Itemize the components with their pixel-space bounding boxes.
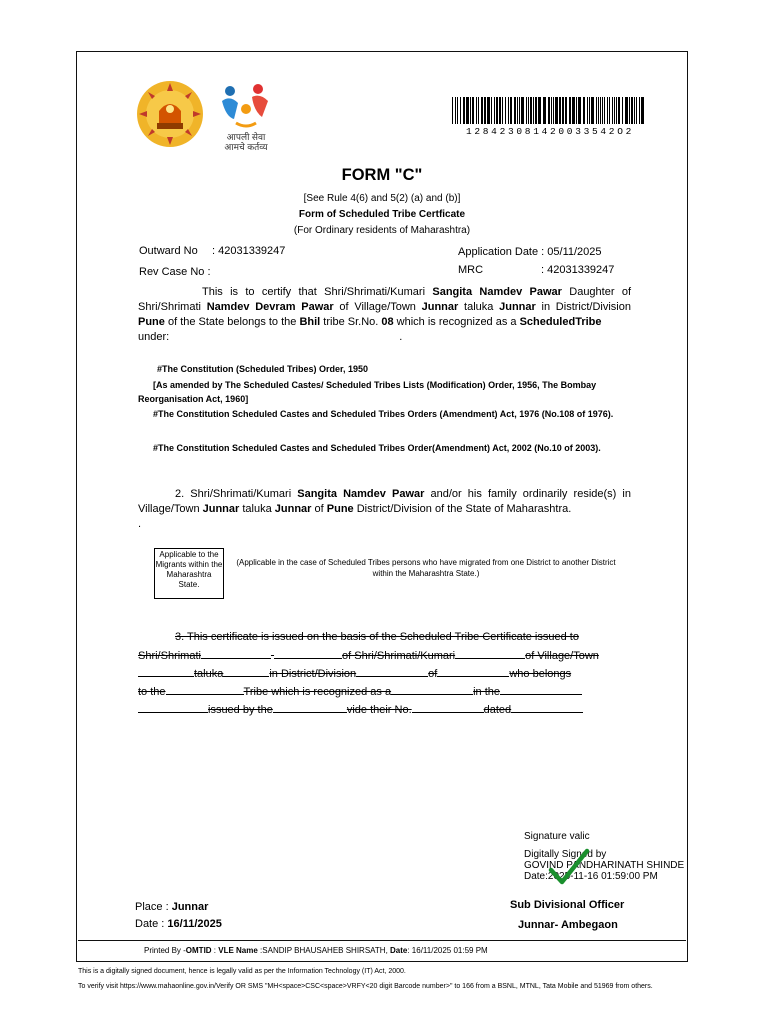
printed-by-divider	[78, 940, 686, 941]
tribe-name: Bhil	[299, 316, 321, 328]
barcode-bar	[634, 97, 635, 124]
barcode-bar	[460, 97, 461, 124]
p2-text: of	[311, 503, 327, 515]
barcode-bar	[457, 97, 458, 124]
barcode-bar	[559, 97, 561, 124]
barcode-bar	[600, 97, 601, 124]
logo-tagline-line1: आपली सेवा	[226, 132, 266, 142]
maharashtra-emblem-icon	[135, 79, 205, 149]
order-item: [As amended by The Scheduled Castes/ Scheduled Tribes Lists (Modification) Order, 1956, The Bombay Reorganisation Act, 1960]	[138, 380, 597, 404]
application-date-value: : 05/11/2025	[541, 246, 602, 258]
p3-text: Shri/Shrimati	[138, 650, 201, 662]
signer-name: GOVIND PANDHARINATH SHINDE	[524, 860, 685, 871]
barcode-bar	[616, 97, 617, 124]
barcode-bar	[612, 97, 613, 124]
tribe-serial-number: 08	[381, 316, 394, 328]
barcode-number: 128423081420033542O2	[465, 126, 635, 137]
order-item: #The Constitution Scheduled Castes and Scheduled Tribes Orders (Amendment) Act, 1976 (No.108 of 1976).	[153, 409, 614, 419]
form-heading: Form of Scheduled Tribe Certficate	[298, 209, 466, 220]
barcode-bar	[587, 97, 588, 124]
barcode-bar	[491, 97, 492, 124]
signature-valid-text: Signature valic	[524, 831, 590, 842]
barcode-bar	[494, 97, 495, 124]
vle-label: VLE Name	[218, 946, 258, 955]
p1-text: under:	[138, 331, 170, 343]
rule-reference: [See Rule 4(6) and 5(2) (a) and (b)]	[303, 193, 461, 204]
printed-by-line	[144, 946, 488, 955]
barcode-bar	[538, 97, 541, 124]
taluka-name: Junnar	[274, 503, 312, 515]
barcode-bar	[476, 97, 477, 124]
verification-instructions: To verify visit https://www.mahaonline.gov.in/Verify OR SMS "MH<space>CSC<space>VRFY<20 digit Barcode number>" to 166 from a BSNL, MTNL, Tata Mobile and 51969 from others.	[78, 983, 653, 990]
barcode-bar	[510, 97, 512, 124]
p2-text: and/or his family ordinarily reside(s) in Village/Town	[138, 488, 631, 515]
barcode-bar	[562, 97, 564, 124]
basis-paragraph-line4	[138, 684, 631, 700]
barcode-bar	[533, 97, 534, 124]
barcode-bar	[576, 97, 577, 124]
barcode-bar	[481, 97, 483, 124]
barcode-bar	[455, 97, 456, 124]
father-name: Namdev Devram Pawar	[206, 301, 334, 313]
barcode-bar	[602, 97, 603, 124]
mrc-label: MRC	[458, 264, 484, 276]
aapli-seva-logo-icon	[216, 79, 276, 135]
p3-text: issued by the	[208, 704, 273, 716]
rev-case-label: Rev Case No :	[139, 266, 211, 278]
barcode-bar	[543, 97, 546, 124]
barcode-bar	[472, 97, 474, 124]
barcode-bar	[591, 97, 594, 124]
barcode-bar	[614, 97, 615, 124]
barcode-bar	[478, 97, 479, 124]
p1-text: in District/Division	[535, 301, 631, 313]
p3-text: of Village/Town	[525, 650, 599, 662]
barcode-bar	[517, 97, 518, 124]
barcode-bar	[639, 97, 640, 124]
barcode-bar	[598, 97, 599, 124]
barcode-bar	[463, 97, 465, 124]
date-row	[135, 918, 222, 930]
barcode-bar	[487, 97, 490, 124]
barcode-bar	[466, 97, 469, 124]
barcode-bar	[596, 97, 597, 124]
barcode-bar	[514, 97, 516, 124]
basis-paragraph-line3	[138, 666, 631, 682]
p1-text: taluka	[458, 301, 500, 313]
barcode-bar	[521, 97, 524, 124]
p1-text: which is recognized as a	[393, 316, 520, 328]
check-mark-icon	[548, 848, 590, 886]
officer-title: Sub Divisional Officer	[510, 899, 625, 911]
p1-text: Daughter of Shri/Shrimati	[138, 286, 631, 313]
barcode-bar	[618, 97, 620, 124]
p3-text: Tribe which is recognized as a	[243, 686, 392, 698]
barcode-bar	[535, 97, 537, 124]
application-date-label: Application Date	[458, 246, 539, 258]
place-row	[135, 901, 208, 913]
barcode-bar	[496, 97, 498, 124]
p3-text: in the	[473, 686, 501, 698]
printed-prefix: Printed By -	[144, 946, 186, 955]
p2-text: District/Division of the State of Maharashtra.	[353, 503, 572, 515]
officer-office: Junnar- Ambegaon	[518, 919, 618, 931]
p1-text: This is to certify that Shri/Shrimati/Kumari	[202, 286, 433, 298]
barcode-bar	[583, 97, 585, 124]
p1-text: of Village/Town	[333, 301, 422, 313]
barcode-bar	[629, 97, 630, 124]
barcode-bar	[636, 97, 637, 124]
p1-text: of the State belongs to the	[164, 316, 300, 328]
p3-text: in District/Division	[269, 668, 357, 680]
village-name: Junnar	[202, 503, 240, 515]
barcode-bar	[631, 97, 633, 124]
village-name: Junnar	[421, 301, 459, 313]
basis-paragraph-line5	[138, 702, 631, 718]
legal-validity-note: This is a digitally signed document, hence is legally valid as per the Information Technology (IT) Act, 2000.	[78, 968, 406, 975]
barcode-bar	[505, 97, 506, 124]
barcode-bar	[519, 97, 520, 124]
barcode-bar	[452, 97, 453, 124]
barcode-icon	[452, 97, 648, 124]
mrc-value: : 42031339247	[541, 264, 615, 276]
barcode-bar	[625, 97, 628, 124]
barcode-bar	[578, 97, 581, 124]
barcode-bar	[553, 97, 554, 124]
barcode-bar	[589, 97, 590, 124]
p3-text: dated	[483, 704, 512, 716]
barcode-bar	[569, 97, 571, 124]
order-item: #The Constitution (Scheduled Tribes) Order, 1950	[157, 364, 369, 374]
basis-paragraph-line1: 3. This certificate is issued on the basis of the Scheduled Tribe Certificate issued to	[175, 631, 579, 643]
district-name: Pune	[138, 316, 165, 328]
p2-text: .	[138, 518, 142, 530]
barcode-bar	[641, 97, 644, 124]
barcode-bar	[526, 97, 527, 124]
p3-text: of Shri/Shrimati/Kumari	[342, 650, 456, 662]
p3-text: who belongs	[509, 668, 572, 680]
place-value: Junnar	[171, 901, 209, 913]
applicant-name: Sangita Namdev Pawar	[432, 286, 562, 298]
barcode-bar	[470, 97, 471, 124]
barcode-bar	[604, 97, 605, 124]
p1-text: .	[399, 331, 403, 343]
place-label: Place :	[135, 901, 169, 913]
barcode-bar	[484, 97, 486, 124]
barcode-bar	[607, 97, 608, 124]
certify-paragraph	[138, 285, 631, 345]
residence-paragraph	[138, 487, 631, 532]
barcode-bar	[499, 97, 501, 124]
barcode-bar	[528, 97, 529, 124]
p2-text: taluka	[239, 503, 275, 515]
barcode-bar	[530, 97, 532, 124]
printed-date-label: Date	[390, 946, 408, 955]
barcode-bar	[555, 97, 558, 124]
signature-date: Date:2025-11-16 01:59:00 PM	[524, 871, 658, 882]
p2-text: 2. Shri/Shrimati/Kumari	[175, 488, 298, 500]
form-title: FORM "C"	[341, 166, 423, 184]
outward-value: : 42031339247	[212, 245, 286, 257]
barcode-bar	[551, 97, 552, 124]
migrants-note: (Applicable in the case of Scheduled Tribes persons who have migrated from one District to another District within the Maharashtra State.)	[236, 558, 616, 578]
barcode-bar	[622, 97, 623, 124]
p3-text: of	[428, 668, 438, 680]
barcode-bar	[508, 97, 509, 124]
basis-paragraph-line2	[138, 648, 631, 664]
printed-date-value: : 16/11/2025 01:59 PM	[407, 946, 488, 955]
logo-tagline	[216, 132, 276, 152]
barcode-bar	[548, 97, 550, 124]
taluka-name: Junnar	[499, 301, 536, 313]
signed-by-label: Digitally Signed by	[524, 849, 607, 860]
p3-text: taluka	[194, 668, 224, 680]
vle-value: :SANDIP BHAUSAHEB SHIRSATH,	[257, 946, 391, 955]
applicant-name: Sangita Namdev Pawar	[297, 488, 425, 500]
p3-text: to the	[138, 686, 166, 698]
barcode-bar	[572, 97, 575, 124]
printed-sep: :	[211, 946, 219, 955]
district-name: Pune	[326, 503, 354, 515]
date-value: 16/11/2025	[167, 918, 222, 930]
form-subheading: (For Ordinary residents of Maharashtra)	[293, 225, 471, 236]
p1-text: tribe Sr.No.	[320, 316, 382, 328]
migrants-applicability-box: Applicable to the Migrants within the Maharashtra State.	[154, 548, 224, 599]
outward-label: Outward No	[139, 245, 198, 257]
barcode-bar	[502, 97, 503, 124]
application-date	[458, 246, 602, 258]
date-label: Date :	[135, 918, 165, 930]
order-item: #The Constitution Scheduled Castes and Scheduled Tribes Order(Amendment) Act, 2002 (No.10 of 2003).	[153, 443, 601, 453]
tribe-category: ScheduledTribe	[519, 316, 602, 328]
barcode-bar	[609, 97, 610, 124]
omtid-label: OMTID	[185, 946, 212, 955]
barcode-bar	[565, 97, 567, 124]
p3-text: vide their No.	[346, 704, 412, 716]
logo-tagline-line2: आमचे कर्तव्य	[224, 142, 268, 152]
